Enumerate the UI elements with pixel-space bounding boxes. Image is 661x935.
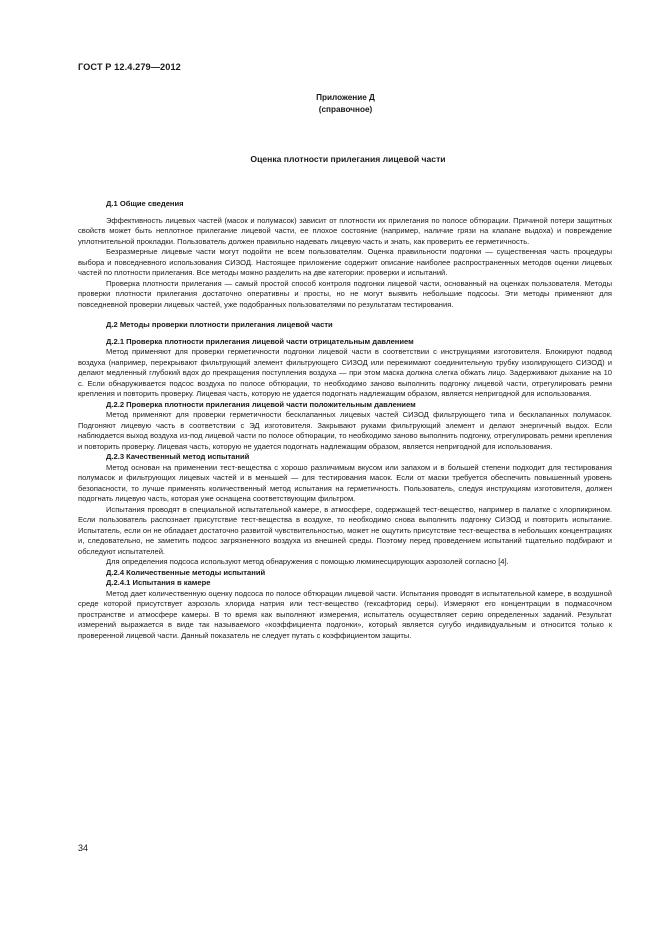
paragraph: Эффективность лицевых частей (масок и полумасок) зависит от плотности их прилегания по полосе обтюрации. Причиной потери защитных свойств может быть неплотное прилегание лицевой части, ее плохое состояние (например, наличие грязи на клапане выдоха) и повреждение уплотнительной прокладки. Пользователь должен правильно надевать лицевую часть и знать, как проверить ее герметичность.: [78, 215, 612, 246]
document-body: [78, 196, 612, 641]
standard-header: ГОСТ Р 12.4.279—2012: [78, 62, 181, 72]
annex-title: Оценка плотности прилегания лицевой части: [250, 154, 446, 164]
subsection-heading-d22: Д.2.2 Проверка плотности прилегания лицевой части положительным давлением: [106, 399, 416, 409]
paragraph: Испытания проводят в специальной испытательной камере, в атмосфере, содержащей тест-вещество, например в палатке с хлорпикрином. Если пользователь распознает присутствие тест-вещества в воздухе, то необходимо снова выполнить подгонку СИЗОД и повторить испытание. Испытатель, если он не обладает достаточно развитой чувствительностью, может не ощутить присутствие тест-вещества в небольших концентрациях и, следовательно, не заметить подсос загрязненного воздуха из внешней среды. Поэтому перед проведением испытаний тщательно подбирают и обследуют испытателей.: [78, 504, 612, 556]
paragraph: Безразмерные лицевые части могут подойти не всем пользователям. Оценка правильности подгонки — существенная часть процедуры выбора и повседневного использования СИЗОД. Настоящее приложение содержит описание наиболее распространенных методов оценки лицевых частей по плотности прилегания. Все методы можно разделить на две категории: проверки и испытаний.: [78, 247, 612, 277]
subsection-heading-d241: Д.2.4.1 Испытания в камере: [106, 578, 211, 587]
paragraph: Метод применяют для проверки герметичности подгонки лицевой части в соответствии с инструкциями изготовителя. Блокируют подвод воздуха (например, перекрывают фильтрующий элемент фильтрующего СИЗОД или пережимают соединительную трубку изолирующего СИЗОД) и делают медленный глубокий вдох до прекращения поступления воздуха — при этом маска должна слегка обжать лицо. Задерживают дыхание на 10 с. Если обнаруживается подсос воздуха по полосе обтюрации, то необходимо заново выполнить подгонку лицевой части, отрегулировать ремни крепления и повторить проверку. Лицевая часть, которую не удается подогнать надлежащим образом, является непригодной для использования.: [78, 347, 612, 398]
section-heading-d2: Д.2 Методы проверки плотности прилегания лицевой части: [106, 320, 333, 329]
page-number: 34: [78, 843, 89, 853]
annex-number: Приложение Д: [316, 93, 375, 102]
subsection-heading-d24: Д.2.4 Количественные методы испытаний: [106, 567, 266, 577]
annex-type: (справочное): [318, 105, 373, 114]
subsection-heading-d23: Д.2.3 Качественный метод испытаний: [106, 452, 250, 461]
paragraph: Метод применяют для проверки герметичности бесклапанных лицевых частей СИЗОД фильтрующего типа и бесклапанных полумасок. Подгоняют лицевую часть в соответствии с ЭД изготовителя. Закрывают руками фильтрующий элемент и делают энергичный выдох. Если наблюдается выход воздуха из-под лицевой части по полосе обтюрации, то необходимо заново выполнить подгонку, отрегулировать ремни крепления и повторить проверку. Лицевая часть, которую не удается подогнать надлежащим образом, является непригодной для использования.: [78, 410, 612, 451]
annex-label: [0, 92, 661, 116]
paragraph: Метод дает количественную оценку подсоса по полосе обтюрации лицевой части. Испытания проводят в испытательной камере, в воздушной среде которой присутствует аэрозоль хлорида натрия или тест-вещество (гексафторид серы). Измеряют его концентрации в подмасочном пространстве и атмосфере камеры. В то время как выполняют измерения, испытатель осуществляет серию определенных заданий. Результат измерений выражается в виде так называемого «коэффициента подгонки», который является сугубо индивидуальным и относится только к проверенной лицевой части. Данный показатель не следует путать с коэффициентом защиты.: [78, 588, 612, 640]
paragraph: Для определения подсоса используют метод обнаружения с помощью люминесцирующих аэрозолей согласно [4].: [106, 557, 509, 566]
paragraph: Метод основан на применении тест-вещества с хорошо различимым вкусом или запахом и в большей степени подходит для тестирования полумасок и фильтрующих лицевых частей и в меньшей — для тестирования масок. Если от маски требуется обеспечить повышенный уровень безопасности, то лучше применять количественный метод испытания на герметичность. Пользователь, следуя инструкциям изготовителя, должен подогнать лицевую часть, которая уже оснащена соответствующим фильтром.: [78, 462, 612, 503]
section-heading-d1: Д.1 Общие сведения: [106, 199, 184, 208]
paragraph: Проверка плотности прилегания — самый простой способ контроля подгонки лицевой части, основанный на оценках пользователя. Методы проверки плотности прилегания достаточно оперативны и просты, но не могут выявить небольшие подсосы. Эти методы применяют для повседневной проверки лицевых частей, уже подобранных пользователями по результатам тестирования.: [78, 278, 612, 309]
subsection-heading-d21: Д.2.1 Проверка плотности прилегания лицевой части отрицательным давлением: [106, 336, 414, 346]
